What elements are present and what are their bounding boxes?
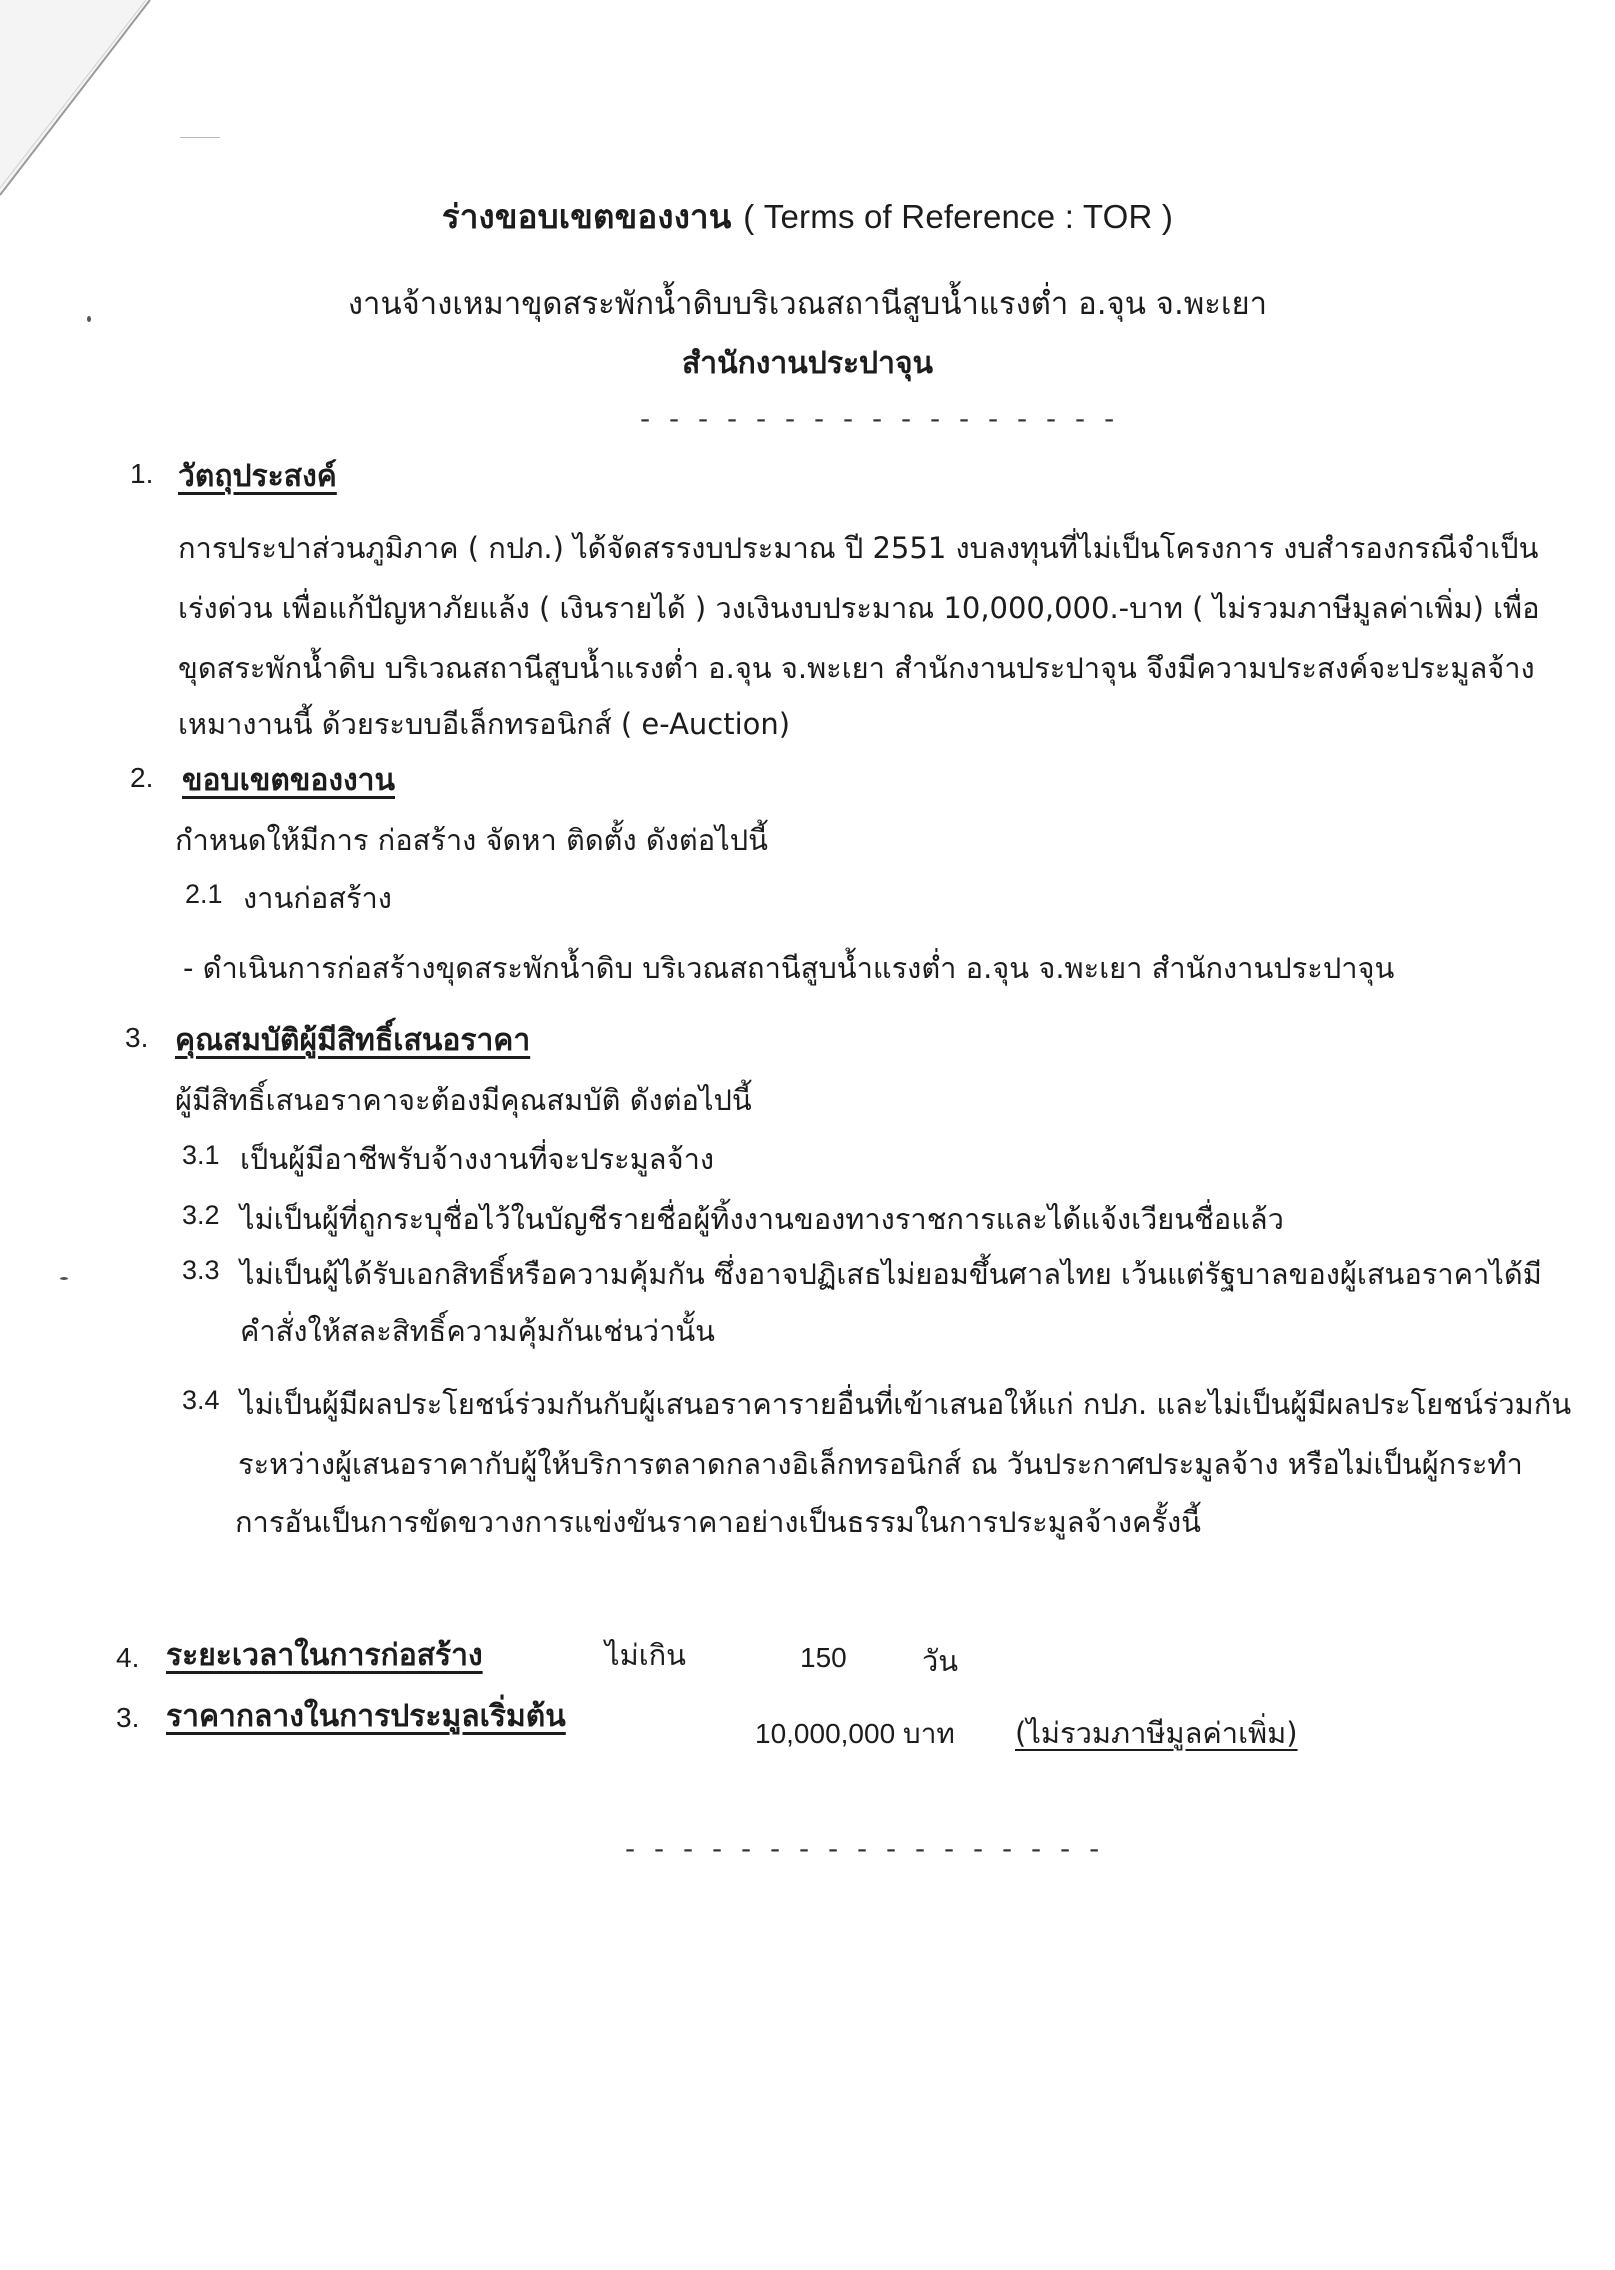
page-corner-fold [0,0,160,200]
section-3-2-line-1: ไม่เป็นผู้ที่ถูกระบุชื่อไว้ในบัญชีรายชื่อผู้ทิ้งงานของทางราชการและได้แจ้งเวียนชื่อแล้ว [240,1202,1284,1236]
section-4-number: 4. [116,1642,140,1673]
section-2-intro: กำหนดให้มีการ ก่อสร้าง จัดหา ติดตั้ง ดังต่อไปนี้ [175,823,768,857]
section-3-4-number: 3.4 [182,1385,220,1415]
section-1-number: 1. [130,458,154,489]
section-3-number: 3. [125,1022,149,1053]
title-english: ( Terms of Reference : TOR ) [743,198,1174,235]
office-name: สำนักงานประปาจุน [681,346,934,381]
title-thai: ร่างขอบเขตของงาน [441,197,732,236]
section-2-detail: - ดำเนินการก่อสร้างขุดสระพักน้ำดิบ บริเวณสถานีสูบน้ำแรงต่ำ อ.จุน จ.พะเยา สำนักงานประปาจุน [183,951,1395,985]
header-divider: - - - - - - - - - - - - - - - - - [640,402,1120,435]
section-4-heading: ระยะเวลาในการก่อสร้าง [166,1638,483,1673]
section-3-3-line-2: คำสั่งให้สละสิทธิ์ความคุ้มกันเช่นว่านั้น [240,1314,716,1348]
section-3-1-line-1: เป็นผู้มีอาชีพรับจ้างงานที่จะประมูลจ้าง [240,1142,715,1176]
section-3-4-line-3: การอันเป็นการขัดขวางการแข่งขันราคาอย่างเป็นธรรมในการประมูลจ้างครั้งนี้ [235,1505,1201,1539]
section-3-1-number: 3.1 [182,1140,220,1170]
footer-divider: - - - - - - - - - - - - - - - - - [625,1832,1105,1865]
section-5-number: 3. [116,1702,140,1733]
section-2-heading: ขอบเขตของงาน [182,763,395,798]
scan-speck [180,137,220,138]
section-4-value: 150 [800,1642,847,1673]
section-4-unit: วัน [922,1644,959,1678]
section-1-heading: วัตถุประสงค์ [178,459,337,494]
section-3-3-line-1: ไม่เป็นผู้ได้รับเอกสิทธิ์หรือความคุ้มกัน ซึ่งอาจปฏิเสธไม่ยอมขึ้นศาลไทย เว้นแต่รัฐบาลของผู้เสนอราคาได้มี [240,1257,1542,1291]
section-3-2-number: 3.2 [182,1200,220,1230]
document-title [0,190,1615,243]
section-5-amount: 10,000,000 บาท [755,1718,955,1749]
document-subtitle: งานจ้างเหมาขุดสระพักน้ำดิบบริเวณสถานีสูบน้ำแรงต่ำ อ.จุน จ.พะเยา [347,286,1268,322]
section-1-line-3: ขุดสระพักน้ำดิบ บริเวณสถานีสูบน้ำแรงต่ำ อ.จุน จ.พะเยา สำนักงานประปาจุน จึงมีความประสงค์จะประมูลจ้าง [178,651,1535,685]
section-1-line-1: การประปาส่วนภูมิภาค ( กปภ.) ได้จัดสรรงบประมาณ ปี 2551 งบลงทุนที่ไม่เป็นโครงการ งบสำรองกรณีจำเป็น [178,531,1539,565]
section-2-1-number: 2.1 [185,879,223,909]
section-3-4-line-1: ไม่เป็นผู้มีผลประโยชน์ร่วมกันกับผู้เสนอราคารายอื่นที่เข้าเสนอให้แก่ กปภ. และไม่เป็นผู้มีผลประโยชน์ร่วมกัน [240,1387,1572,1421]
section-3-3-number: 3.3 [182,1255,220,1285]
section-2-1-label: งานก่อสร้าง [243,881,392,915]
scan-speck [60,1277,68,1280]
section-3-intro: ผู้มีสิทธิ์เสนอราคาจะต้องมีคุณสมบัติ ดังต่อไปนี้ [175,1083,752,1117]
section-3-heading: คุณสมบัติผู้มีสิทธิ์เสนอราคา [175,1023,531,1058]
section-5-note: (ไม่รวมภาษีมูลค่าเพิ่ม) [1015,1716,1298,1750]
section-1-line-4: เหมางานนี้ ด้วยระบบอีเล็กทรอนิกส์ ( e-Auction) [178,707,791,741]
section-1-line-2: เร่งด่วน เพื่อแก้ปัญหาภัยแล้ง ( เงินรายได้ ) วงเงินงบประมาณ 10,000,000.-บาท ( ไม่รวมภาษีมูลค่าเพิ่ม) เพื่อ [178,591,1540,625]
section-3-4-line-2: ระหว่างผู้เสนอราคากับผู้ให้บริการตลาดกลางอิเล็กทรอนิกส์ ณ วันประกาศประมูลจ้าง หรือไม่เป็นผู้กระทำ [238,1447,1523,1481]
section-2-number: 2. [130,762,154,793]
section-4-limit-label: ไม่เกิน [605,1638,686,1672]
section-5-heading: ราคากลางในการประมูลเริ่มต้น [166,1699,566,1734]
